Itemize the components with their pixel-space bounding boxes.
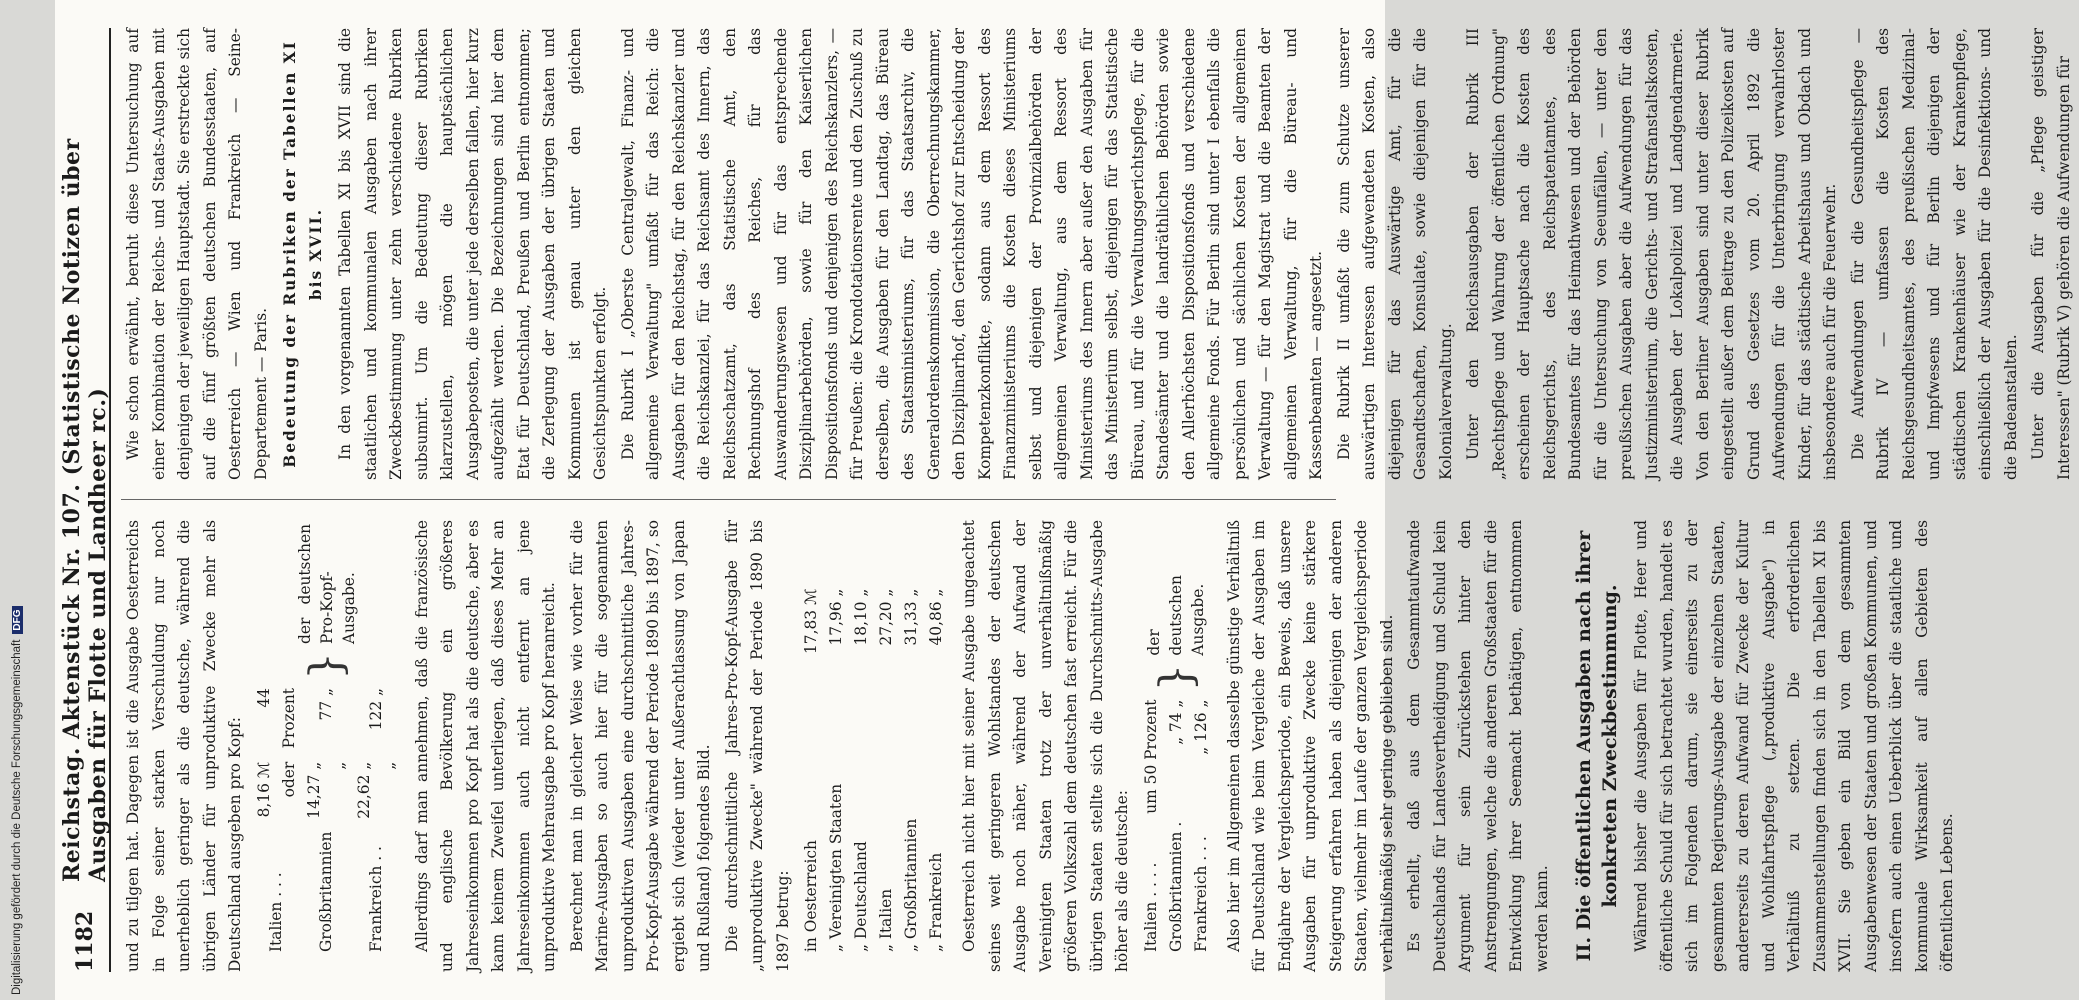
dfg-logo: DFG: [12, 606, 23, 633]
value-cell: 27,20 „: [877, 588, 895, 646]
left-column: [121, 520, 1963, 972]
paragraph: Die Aufwendungen für die Gesundheitspflege — Rubrik IV — umfassen die Kosten des Reichsgesundheitsamtes, des preußischen Medizinal- und Impfwesens und für Berlin diejenigen der städtischen Krankenhäuser wie der Krankenpflege, einschließlich der Ausgaben für die Desinfektions- und die Badeanstalten.: [1848, 28, 2020, 480]
table-row: [799, 585, 824, 956]
page-header: [61, 28, 111, 972]
table-note: der deutschen Pro-Kopf-Ausgabe.: [295, 524, 358, 644]
page-number: 1182: [72, 910, 98, 972]
paragraph: Wie schon erwähnt, beruht diese Untersuchung auf einer Kombination der Reichs- und Staats-Ausgaben mit denjenigen der jeweiligen Hauptstadt. Sie erstreckte sich auf die fünf größten deutschen Bundesstaaten, auf Oesterreich — Wien und Frankreich — Seine-Departement — Paris.: [124, 28, 270, 480]
country-cell: „ Frankreich: [927, 852, 945, 952]
table-row: [874, 585, 899, 956]
value-cell: 31,33 „: [902, 588, 920, 646]
paragraph: Allerdings darf man annehmen, daß die französische und englische Bevölkerung ein größeres Jahreseinkommen pro Kopf hat als die deutsche, aber es kann keinem Zweifel unterliegen, daß dieses Mehr an Jahreseinkommen auch nicht entfernt an jene unproduktive Mehrausgabe pro Kopf heranreicht.: [412, 520, 558, 972]
paragraph: Unter den Reichsausgaben der Rubrik III „Rechtspflege und Wahrung der öffentlichen Ordnung" erscheinen der Hauptsache nach die Kosten des Reichsgerichts, des Reichspatentamtes, des Bundesamtes für das Heimathwesen und der Behörden für die Untersuchung von Seeunfällen, — unter den preußischen Ausgaben aber die Aufwendungen für das Justizministerium, die Gerichts- und Strafanstaltskosten, die Ausgaben der Lokalpolizei und Landgendarmerie. Von den Berliner Ausgaben sind unter dieser Rubrik eingestellt außer dem Beitrage zu den Polizeikosten auf Grund des Gesetzes vom 20. April 1892 die Aufwendungen für die Unterbringung verwahrloster Kinder, für das städtische Arbeitshaus und Obdach und insbesondere auch für die Feuerwehr.: [1464, 28, 1839, 480]
paragraph: Oesterreich nicht hier mit seiner Ausgabe ungeachtet seines weit geringeren Wohlstandes der deutschen Ausgabe noch näher, während der Aufwand der Vereinigten Staaten trotz der unverhältnißmäßig größeren Volkszahl dem deutschen fast erreicht. Für die übrigen Staaten stellte sich die Durchschnitts-Ausgabe höher als die deutsche:: [960, 520, 1131, 972]
digitization-credit: [6, 5, 28, 995]
value-cell: 40,86 „: [927, 588, 945, 646]
value-cell: 14,27 „ „: [304, 761, 348, 819]
paragraph: Die Rubrik II umfaßt die zum Schutze unserer auswärtigen Interessen aufgewendeten Kosten, also diejenigen für das Auswärtige Amt, für die Gesandtschaften, Konsulate, sowie diejenigen für die Kolonialverwaltung.: [1334, 28, 1455, 480]
paragraph: und zu tilgen hat. Dagegen ist die Ausgabe Oesterreichs in Folge seiner starken Verschuldung nur noch unerheblich geringer als die deutsche, während die übrigen Länder für unproduktive Zwecke mehr als Deutschland ausgeben pro Kopf:: [124, 520, 244, 972]
running-title: Reichstag. Aktenstück Nr. 107. (Statistische Notizen über Ausgaben für Flotte und Landheer rc.): [59, 138, 111, 882]
country-cell: Großbritannien .: [1166, 821, 1185, 952]
per-capita-table: [799, 585, 949, 956]
table-row: [824, 585, 849, 956]
section-heading: II. Die öffentlichen Ausgaben nach ihrer konkreten Zweckbestimmung.: [1573, 530, 1621, 962]
table-row: [899, 585, 924, 956]
column-divider: [121, 499, 1336, 500]
value-cell: 17,96 „: [827, 588, 845, 646]
table-row: [849, 585, 874, 956]
value-cell: um 50 Prozent: [1141, 699, 1160, 814]
table-note: der deutschen Ausgabe.: [1145, 575, 1207, 656]
value-cell: 22,62 „ „: [354, 761, 398, 819]
excess-table: [1139, 542, 1214, 956]
paragraph: Unter die Ausgaben für die „Pflege geistiger Interessen" (Rubrik V) gehören die Aufwendungen für: [2029, 28, 2073, 480]
value-cell: 8,16 ℳ oder: [254, 761, 298, 818]
country-cell: Italien . . .: [267, 872, 285, 952]
paragraph: Die durchschnittliche Jahres-Pro-Kopf-Ausgabe für „unproduktive Zwecke" während der Periode 1890 bis 1897 betrug:: [722, 520, 792, 972]
country-cell: Großbritannien: [317, 831, 335, 952]
country-cell: Frankreich . .: [367, 846, 385, 952]
value-cell: 18,10 „: [852, 588, 870, 646]
paragraph: Also hier im Allgemeinen dasselbe günstige Verhältniß für Deutschland wie beim Vergleiche der Ausgaben im Endjahre der Vergleichsperiode, ein Beweis, daß unsere Ausgaben für unproduktive Zwecke keine stärkere Steigerung erfahren haben als diejenigen der anderen Staaten, vielmehr im Laufe der ganzen Vergleichsperiode verhältnißmäßig sehr geringe geblieben sind.: [1224, 520, 1396, 972]
paragraph: Berechnet man in gleicher Weise wie vorher für die Marine-Ausgaben so auch hier für die sogenannten unproduktiven Ausgaben eine durchschnittliche Jahres-Pro-Kopf-Ausgabe während der Periode 1890 bis 1897, so ergiebt sich (wieder unter Außerachtlassung von Japan und Rußland) folgendes Bild.: [567, 520, 713, 972]
brace: }: [1150, 663, 1202, 692]
brace: }: [301, 652, 352, 681]
percent-cell: 122 „: [367, 688, 385, 731]
country-cell: Frankreich . . .: [1191, 836, 1210, 952]
country-cell: „ Italien: [877, 888, 895, 952]
percent-cell: 44 Prozent: [254, 688, 298, 749]
value-cell: „ 74 „: [1166, 699, 1185, 745]
country-cell: Italien . . . .: [1141, 862, 1160, 952]
paragraph: Während bisher die Ausgaben für Flotte, Heer und öffentliche Schuld für sich betrachtet wurden, handelt es sich im Folgenden darum, sie einerseits zu der gesammten Regierungs-Ausgabe der einzelnen Staaten, andererseits zu deren Aufwand für Zwecke der Kultur und Wohlfahrtspflege („produktive Ausgabe") in Verhältniß zu setzen. Die erforderlichen Zusammenstellungen finden sich in den Tabellen XI bis XVII. Sie geben ein Bild von dem gesammten Ausgabenwesen der Staaten und großen Kommunen, und insofern auch einen Ueberblick über die staatliche und kommunale Wirksamkeit auf allen Gebieten des öffentlichen Lebens.: [1632, 520, 1956, 972]
table-row: [1139, 542, 1164, 956]
paragraph: In den vorgenannten Tabellen XI bis XVII sind die staatlichen und kommunalen Ausgaben nach ihrer Zweckbestimmung unter zehn verschiedene Rubriken subsumirt. Um die Bedeutung dieser Rubriken klarzustellen, mögen die hauptsächlichen Ausgabeposten, die unter jede derselben fallen, hier kurz aufgezählt werden. Die Bezeichnungen sind hier dem Etat für Deutschland, Preußen und Berlin entnommen; die Zerlegung der Ausgaben der übrigen Staaten und Kommunen ist genau unter den gleichen Gesichtspunkten erfolgt.: [336, 28, 609, 480]
paragraph: Es erhellt, daß aus dem Gesammtaufwande Deutschlands für Landesvertheidigung und Schuld kein Argument für sein Zurückstehen hinter den Anstrengungen, welche die anderen Großstaaten für die Entwicklung ihrer Seemacht bethätigen, entnommen werden kann.: [1405, 520, 1551, 972]
percent-cell: 77 „: [317, 688, 335, 721]
country-cell: „ Vereinigten Staaten: [827, 783, 845, 952]
expenditure-ratio-table: [252, 520, 402, 956]
table-row: [924, 585, 949, 956]
country-cell: „ Großbritannien: [902, 818, 920, 952]
right-column: [121, 28, 2079, 480]
value-cell: „ 126 „: [1191, 699, 1210, 755]
country-cell: „ Deutschland: [852, 841, 870, 952]
value-cell: 17,83 ℳ: [802, 588, 820, 654]
credit-text: Digitalisierung gefördert durch die Deutsche Forschungsgemeinschaft: [11, 639, 23, 995]
subheading: Bedeutung der Rubriken der Tabellen XI bis XVII.: [281, 40, 325, 468]
document-page: [55, 0, 2073, 1000]
country-cell: in Oesterreich: [802, 840, 820, 952]
paragraph: Die Rubrik I „Oberste Centralgewalt, Finanz- und allgemeine Verwaltung" umfaßt für das Reich: die Ausgaben für den Reichstag, für den Reichskanzler und die Reichskanzlei, für das Reichsamt des Innern, das Reichsschatzamt, das Statistische Amt, den Rechnungshof des Reiches, für das Auswanderungswesen und für das entsprechende Disziplinarbehörden, sowie für den Kaiserlichen Dispositionsfonds und denjenigen des Reichskanzlers, — für Preußen: die Krondotationsrente und den Zuschuß zu derselben, die Ausgaben für den Landtag, das Büreau des Staatsministeriums, für das Staatsarchiv, die Generalordenskommission, die Oberrechnungskammer, den Disziplinarhof, den Gerichtshof zur Entscheidung der Kompetenzkonflikte, sodann aus dem Ressort des Finanzministeriums die Kosten dieses Ministeriums selbst und diejenigen der Provinzialbehörden der allgemeinen Verwaltung, aus dem Ressort des Ministeriums des Innern aber außer den Ausgaben für das Ministerium selbst, diejenigen für das Statistische Büreau, und für die Verwaltungsgerichtspflege, für die Standesämter und die landräthlichen Behörden sowie den Allerhöchsten Dispositionsfonds und verschiedene allgemeine Fonds. Für Berlin sind unter I ebenfalls die persönlichen und sächlichen Kosten der allgemeinen Verwaltung — für den Magistrat und die Beamten der allgemeinen Verwaltung, für die Büreau- und Kassenbeamten — angesetzt.: [618, 28, 1325, 480]
table-row: [252, 520, 302, 956]
